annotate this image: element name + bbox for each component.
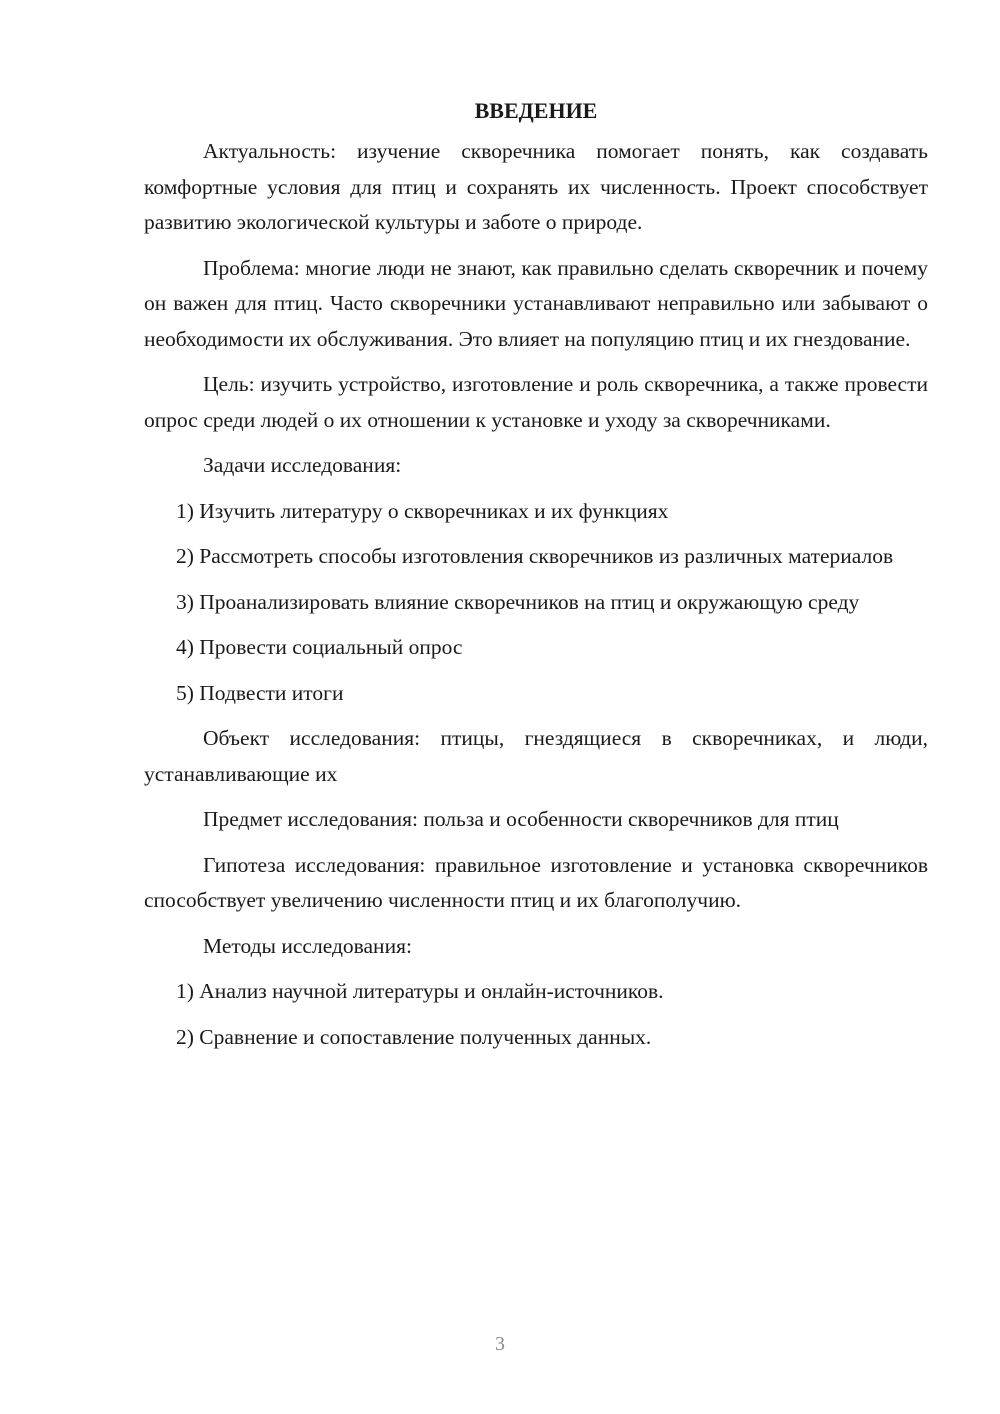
task-item: 1) Изучить литературу о скворечниках и их функциях bbox=[176, 498, 669, 523]
method-item: 2) Сравнение и сопоставление полученных данных. bbox=[176, 1024, 652, 1049]
object-paragraph: Объект исследования: птицы, гнездящиеся в скворечниках, и люди, устанавливающие их bbox=[144, 726, 928, 786]
relevance-paragraph: Актуальность: изучение скворечника помогает понять, как создавать комфортные условия для птиц и сохранять их численность. Проект способствует развитию экологической культуры и заботе о природе. bbox=[144, 139, 928, 234]
task-item: 3) Проанализировать влияние скворечников на птиц и окружающую среду bbox=[176, 589, 860, 614]
section-title: ВВЕДЕНИЕ bbox=[474, 98, 598, 123]
method-item: 1) Анализ научной литературы и онлайн-источников. bbox=[176, 979, 664, 1003]
task-item: 5) Подвести итоги bbox=[176, 680, 344, 705]
tasks-heading: Задачи исследования: bbox=[203, 453, 402, 477]
task-item: 2) Рассмотреть способы изготовления скворечников из различных материалов bbox=[176, 544, 894, 568]
problem-paragraph: Проблема: многие люди не знают, как правильно сделать скворечник и почему он важен для птиц. Часто скворечники устанавливают неправильно или забывают о необходимости их обслуживания. Это влияет на популяцию птиц и их гнездование. bbox=[144, 255, 928, 351]
methods-heading: Методы исследования: bbox=[203, 933, 412, 958]
goal-paragraph: Цель: изучить устройство, изготовление и роль скворечника, а также провести опрос среди людей о их отношении к установке и уходу за скворечниками. bbox=[144, 372, 928, 432]
subject-paragraph: Предмет исследования: польза и особенности скворечников для птиц bbox=[203, 807, 839, 831]
document-page bbox=[144, 96, 928, 1065]
hypothesis-paragraph: Гипотеза исследования: правильное изготовление и установка скворечников способствует увеличению численности птиц и их благополучию. bbox=[144, 852, 928, 912]
task-item: 4) Провести социальный опрос bbox=[176, 635, 463, 659]
page-number: 3 bbox=[495, 1333, 505, 1355]
